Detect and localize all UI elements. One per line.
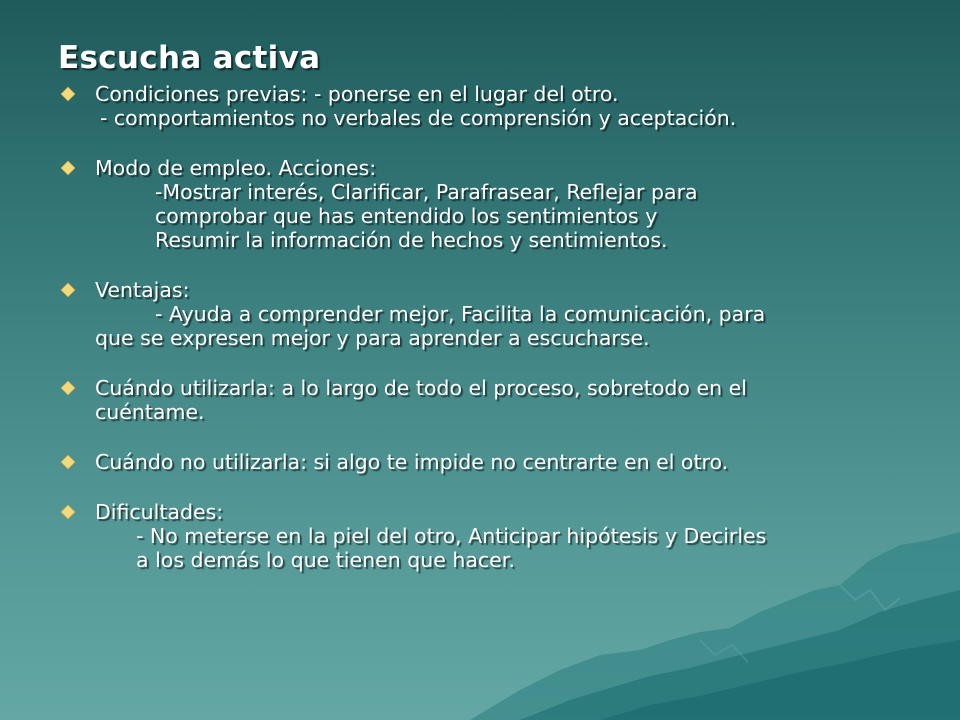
detail-line: a los demás lo que tienen que hacer. — [136, 548, 515, 572]
detail-line: Resumir la información de hechos y sentimientos. — [155, 228, 668, 252]
bullet-detail: - comportamientos no verbales de comprensión y aceptación. — [100, 106, 737, 130]
slide-content — [58, 40, 918, 572]
diamond-bullet-icon — [60, 504, 76, 520]
bullet-label-line: cuéntame. — [95, 400, 205, 424]
diamond-bullet-icon — [60, 160, 76, 176]
bullet-label: Condiciones previas: - ponerse en el lugar del otro. — [95, 82, 619, 106]
detail-line: comprobar que has entendido los sentimientos y — [155, 204, 658, 228]
bullet-item-ventajas — [58, 278, 918, 302]
detail-line: - Ayuda a comprender mejor, Facilita la comunicación, para — [155, 302, 766, 326]
diamond-bullet-icon — [60, 86, 76, 102]
bullet-label: Dificultades: — [95, 500, 224, 524]
bullet-label: Ventajas: — [95, 278, 190, 302]
bullet-item-cuando-utilizarla — [58, 376, 918, 424]
diamond-bullet-icon — [60, 282, 76, 298]
diamond-bullet-icon — [60, 454, 76, 470]
bullet-detail — [58, 180, 918, 252]
bullet-item-cuando-no-utilizarla — [58, 450, 918, 474]
bullet-label: Modo de empleo. Acciones: — [95, 156, 377, 180]
slide-title: Escucha activa — [58, 40, 321, 76]
diamond-bullet-icon — [60, 380, 76, 396]
bullet-item-condiciones — [58, 82, 918, 106]
detail-line: - No meterse en la piel del otro, Anticipar hipótesis y Decirles — [136, 524, 767, 548]
detail-line: -Mostrar interés, Clarificar, Parafrasear, Reflejar para — [155, 180, 698, 204]
bullet-item-dificultades — [58, 500, 918, 524]
bullet-detail — [58, 302, 918, 350]
bullet-item-modo-empleo — [58, 156, 918, 180]
detail-line: que se expresen mejor y para aprender a escucharse. — [95, 326, 650, 350]
bullet-detail — [58, 524, 918, 572]
bullet-label: Cuándo no utilizarla: si algo te impide no centrarte en el otro. — [95, 450, 729, 474]
bullet-label-line: Cuándo utilizarla: a lo largo de todo el proceso, sobretodo en el — [95, 376, 747, 400]
